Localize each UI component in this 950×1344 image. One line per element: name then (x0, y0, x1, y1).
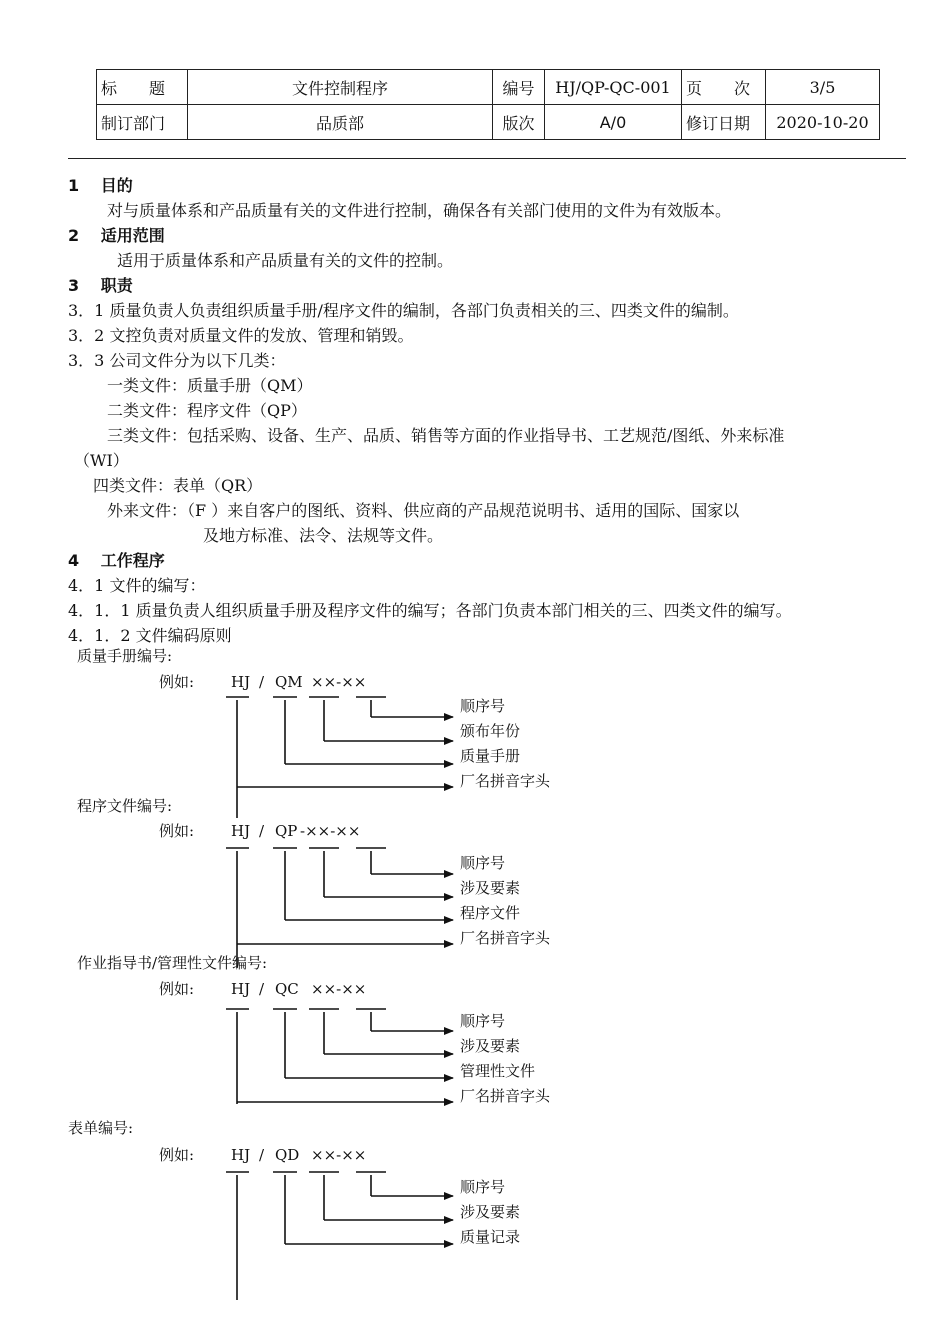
label-elements: 涉及要素 (460, 879, 521, 897)
label-sequence: 顺序号 (460, 697, 506, 715)
code-separator: / (259, 1146, 265, 1164)
title-label: 标 题 (97, 70, 188, 105)
label-doc-type: 程序文件 (460, 904, 521, 922)
date-value: 2020-10-20 (766, 105, 880, 140)
code-part-number: ××-×× (311, 673, 367, 691)
label-elements: 涉及要素 (460, 1203, 521, 1221)
code-separator: / (259, 673, 265, 691)
label-doc-type: 管理性文件 (460, 1062, 536, 1080)
code-part-type: QD (275, 1146, 300, 1164)
label-sequence: 顺序号 (460, 1178, 506, 1196)
category-4: 四类文件：表单（QR） (93, 476, 263, 495)
code-part-company: HJ (231, 980, 251, 998)
dept-label: 制订部门 (97, 105, 188, 140)
page-value: 3/5 (766, 70, 880, 105)
label-sequence: 顺序号 (460, 1012, 506, 1030)
item-4-1: 4．1 文件的编写： (68, 576, 206, 595)
code-part-company: HJ (231, 822, 251, 840)
section-title: 工作程序 (100, 551, 165, 570)
category-2: 二类文件：程序文件（QP） (107, 401, 307, 420)
title-value: 文件控制程序 (188, 70, 493, 105)
section-number: 4 (68, 551, 80, 570)
qp-coding-diagram (77, 797, 551, 968)
label-elements: 涉及要素 (460, 1037, 521, 1055)
label-doc-type: 质量手册 (460, 747, 521, 765)
dept-value: 品质部 (188, 105, 493, 140)
section-title: 目的 (100, 176, 133, 195)
code-part-type: QC (275, 980, 299, 998)
code-part-number: ××-×× (311, 980, 367, 998)
code-separator: / (259, 822, 265, 840)
item-3-2: 3．2 文控负责对质量文件的发放、管理和销毁。 (68, 326, 414, 345)
version-label: 版次 (493, 105, 545, 140)
example-label: 例如: (159, 673, 195, 691)
section-number: 2 (68, 226, 80, 245)
qm-heading: 质量手册编号: (77, 647, 173, 665)
item-3-1: 3．1 质量负责人负责组织质量手册/程序文件的编制，各部门负责相关的三、四类文件的编制。 (68, 301, 739, 320)
item-4-1-2: 4．1．2 文件编码原则 (68, 626, 232, 645)
label-company: 厂名拼音字头 (460, 772, 551, 790)
category-1: 一类文件：质量手册（QM） (107, 376, 313, 395)
qm-coding-diagram (77, 647, 551, 818)
qc-heading: 作业指导书/管理性文件编号: (77, 954, 268, 972)
label-year: 颁布年份 (460, 722, 521, 740)
qp-heading: 程序文件编号: (77, 797, 173, 815)
code-separator: / (259, 980, 265, 998)
qc-coding-diagram (77, 954, 551, 1105)
qd-heading: 表单编号: (68, 1119, 134, 1137)
section-number: 1 (68, 176, 80, 195)
external-docs: 外来文件：（F ）来自客户的图纸、资料、供应商的产品规范说明书、适用的国际、国家以 (107, 501, 740, 520)
example-label: 例如: (159, 1146, 195, 1164)
category-3: 三类文件：包括采购、设备、生产、品质、销售等方面的作业指导书、工艺规范/图纸、外来标准 (107, 426, 785, 445)
code-part-number: ××-×× (311, 1146, 367, 1164)
category-3-wrap: （WI） (74, 451, 129, 470)
item-3-3: 3．3 公司文件分为以下几类： (68, 351, 286, 370)
section-2-body: 适用于质量体系和产品质量有关的文件的控制。 (117, 251, 454, 270)
label-doc-type: 质量记录 (460, 1228, 521, 1246)
code-part-company: HJ (231, 673, 251, 691)
example-label: 例如: (159, 980, 195, 998)
code-label: 编号 (493, 70, 545, 105)
section-number: 3 (68, 276, 80, 295)
code-part-type: QM (275, 673, 303, 691)
page-label: 页 次 (682, 70, 766, 105)
example-label: 例如: (159, 822, 195, 840)
version-value: A/0 (545, 105, 682, 140)
qd-coding-diagram (68, 1119, 520, 1300)
external-docs-wrap: 及地方标准、法令、法规等文件。 (203, 526, 444, 545)
code-part-company: HJ (231, 1146, 251, 1164)
section-title: 职责 (100, 276, 133, 295)
item-4-1-1: 4．1．1 质量负责人组织质量手册及程序文件的编写；各部门负责本部门相关的三、四类文件的编写。 (68, 601, 792, 620)
code-part-type: QP (275, 822, 298, 840)
section-title: 适用范围 (100, 226, 165, 245)
section-1-body: 对与质量体系和产品质量有关的文件进行控制，确保各有关部门使用的文件为有效版本。 (107, 201, 732, 220)
code-part-number: -××-×× (300, 822, 361, 840)
label-company: 厂名拼音字头 (460, 1087, 551, 1105)
label-company: 厂名拼音字头 (460, 929, 551, 947)
date-label: 修订日期 (682, 105, 766, 140)
code-value: HJ/QP-QC-001 (545, 70, 682, 105)
label-sequence: 顺序号 (460, 854, 506, 872)
